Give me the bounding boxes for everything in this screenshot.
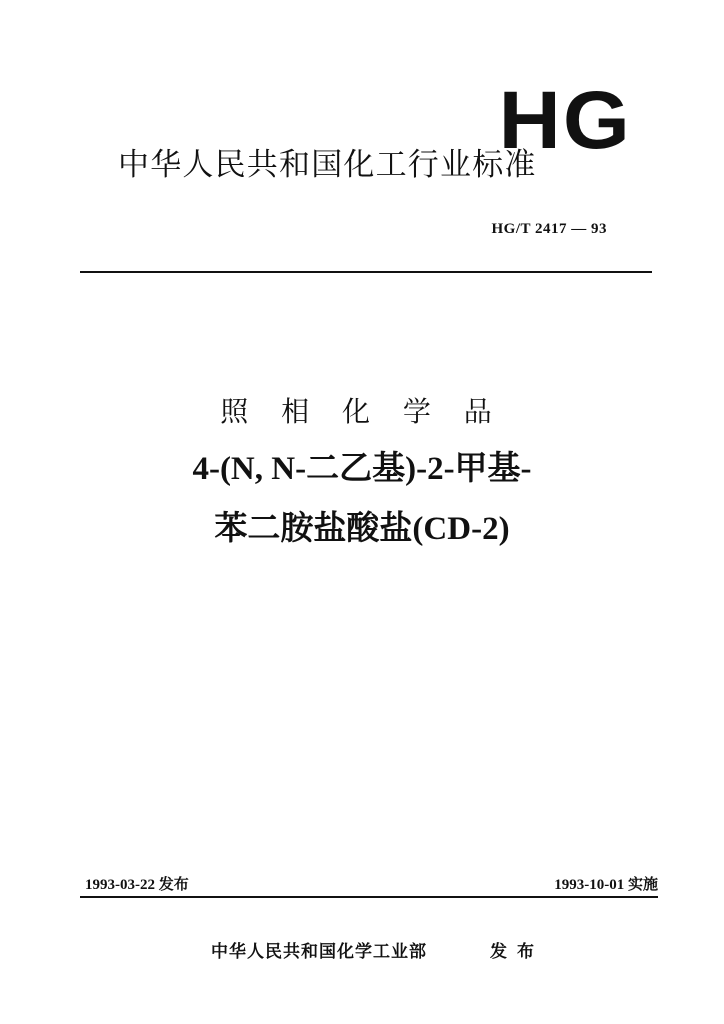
implementation-date: 1993-10-01 实施 xyxy=(554,877,658,893)
industry-standard-title: 中华人民共和国化工行业标准 xyxy=(118,147,537,183)
title-line-1: 照 相 化 学 品 xyxy=(220,395,504,428)
issue-date: 1993-03-22 发布 xyxy=(85,877,189,893)
top-rule xyxy=(80,271,652,273)
title-line-2: 4-(N, N-二乙基)-2-甲基- xyxy=(192,451,532,487)
publisher-name: 中华人民共和国化学工业部 xyxy=(211,942,427,962)
dates-row xyxy=(85,873,658,895)
document-title xyxy=(60,395,664,573)
bottom-rule xyxy=(80,896,658,898)
title-line-3: 苯二胺盐酸盐(CD-2) xyxy=(214,511,510,547)
hg-logo: HG xyxy=(498,75,632,166)
standard-code: HG/T 2417 — 93 xyxy=(491,221,607,237)
publish-label: 发布 xyxy=(490,942,544,962)
